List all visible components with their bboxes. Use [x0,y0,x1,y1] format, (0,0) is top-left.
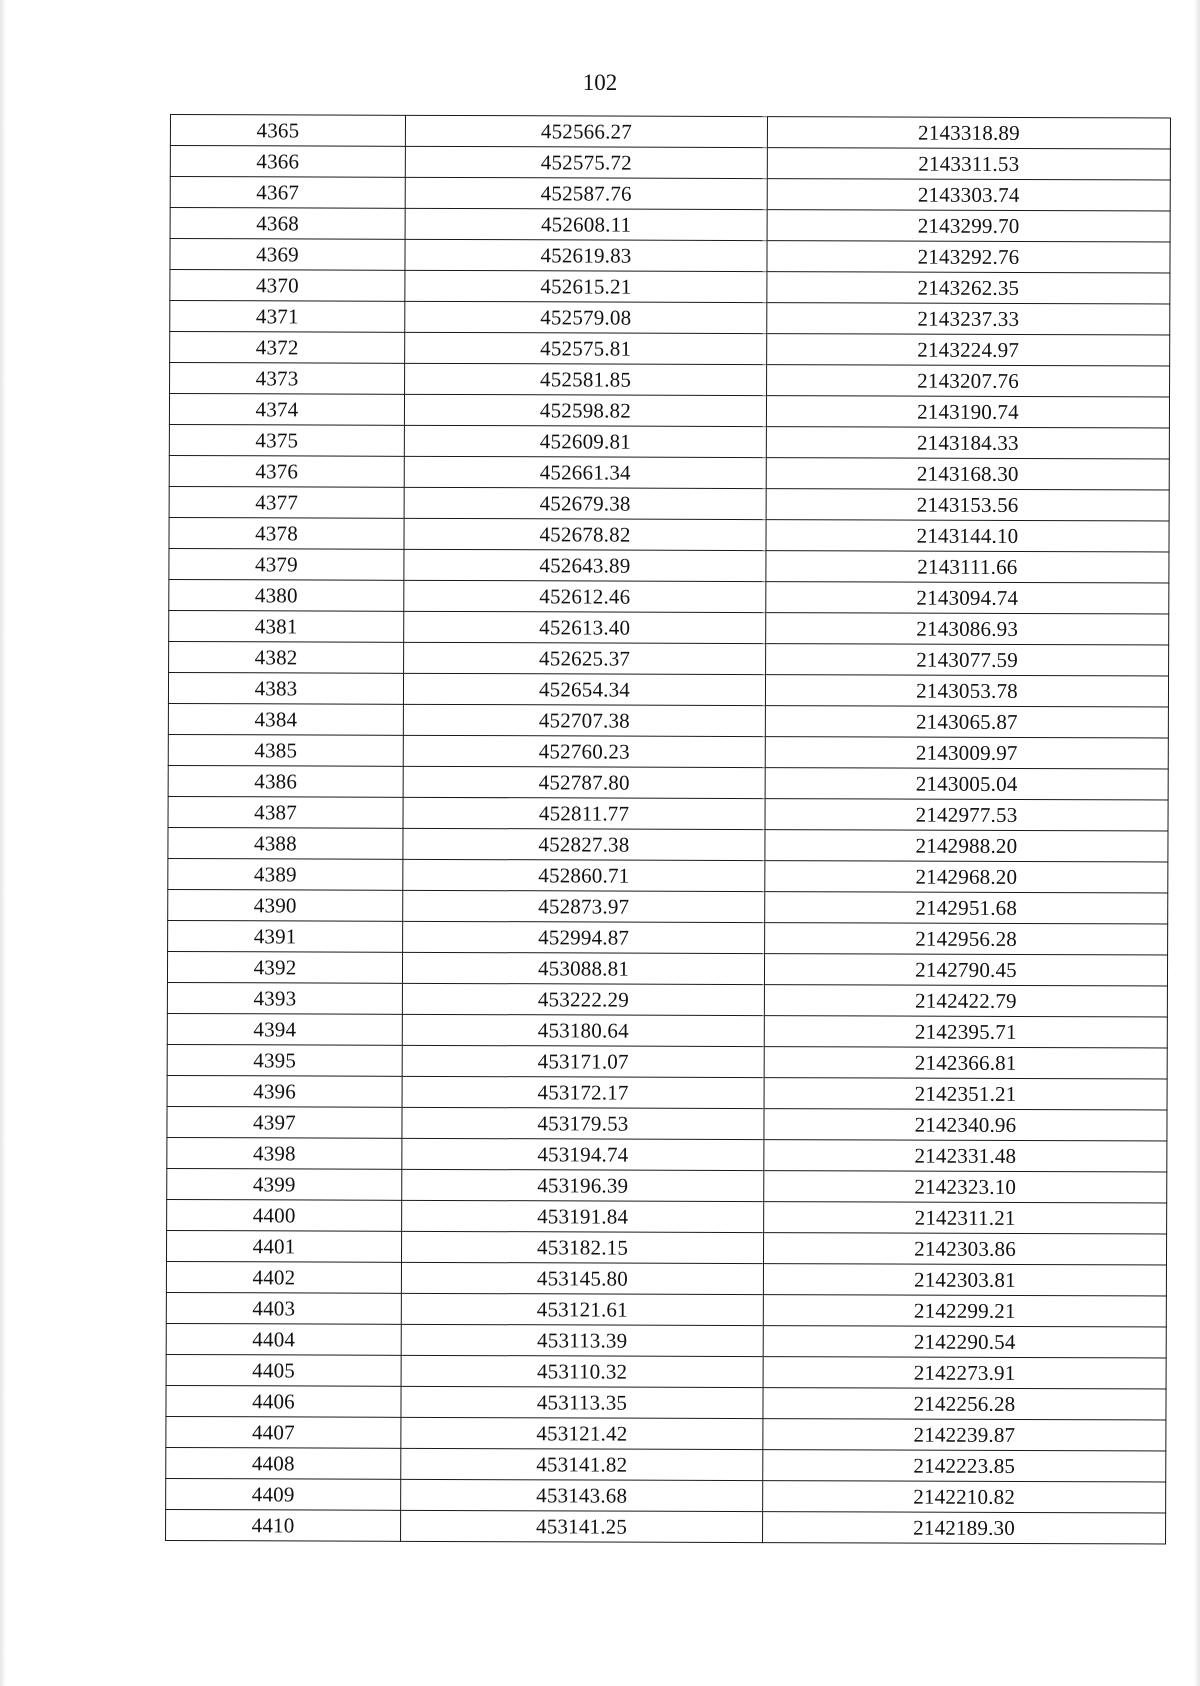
table-row [167,1044,1167,1078]
x-coordinate-cell: 452873.97 [403,890,765,922]
x-coordinate-cell: 452679.38 [404,487,766,519]
point-id-cell: 4397 [167,1106,402,1138]
table-row [170,177,1170,211]
y-coordinate-cell: 2142977.53 [765,799,1168,831]
table-row [168,734,1168,768]
y-coordinate-cell: 2142968.20 [765,861,1168,893]
y-coordinate-cell: 2142303.81 [763,1264,1166,1296]
x-coordinate-cell: 453180.64 [402,1014,764,1046]
x-coordinate-cell: 452661.34 [404,456,766,488]
x-coordinate-cell: 452581.85 [405,363,767,395]
coordinate-table [165,114,1171,1544]
x-coordinate-cell: 452587.76 [405,177,767,209]
table-row [166,1416,1166,1450]
y-coordinate-cell: 2143292.76 [767,241,1170,273]
y-coordinate-cell: 2143190.74 [766,396,1169,428]
x-coordinate-cell: 453222.29 [402,983,764,1015]
y-coordinate-cell: 2142323.10 [764,1171,1167,1203]
table-row [169,548,1169,582]
point-id-cell: 4378 [169,517,404,549]
y-coordinate-cell: 2142988.20 [765,830,1168,862]
table-row [167,1106,1167,1140]
table-row [168,858,1168,892]
table-row [166,1478,1166,1512]
y-coordinate-cell: 2142790.45 [764,954,1167,986]
point-id-cell: 4381 [169,610,404,642]
x-coordinate-cell: 453196.39 [402,1169,764,1201]
y-coordinate-cell: 2143318.89 [767,117,1170,149]
y-coordinate-cell: 2143144.10 [766,520,1169,552]
table-row [168,920,1168,954]
y-coordinate-cell: 2143311.53 [767,148,1170,180]
y-coordinate-cell: 2143237.33 [767,303,1170,335]
x-coordinate-cell: 453110.32 [401,1355,763,1387]
x-coordinate-cell: 453182.15 [401,1231,763,1263]
point-id-cell: 4394 [167,1013,402,1045]
point-id-cell: 4377 [169,486,404,518]
y-coordinate-cell: 2143299.70 [767,210,1170,242]
table-row [167,1075,1167,1109]
point-id-cell: 4388 [168,827,403,859]
table-row [167,982,1167,1016]
x-coordinate-cell: 452625.37 [404,642,766,674]
y-coordinate-cell: 2142256.28 [763,1388,1166,1420]
point-id-cell: 4405 [166,1354,401,1386]
point-id-cell: 4395 [167,1044,402,1076]
x-coordinate-cell: 452707.38 [403,704,765,736]
point-id-cell: 4391 [168,920,403,952]
y-coordinate-cell: 2143111.66 [766,551,1169,583]
table-row [169,424,1169,458]
y-coordinate-cell: 2142331.48 [764,1140,1167,1172]
scan-edge-right [1194,0,1200,1686]
table-row [168,796,1168,830]
table-row [169,394,1169,428]
x-coordinate-cell: 453194.74 [402,1138,764,1170]
table-row [170,301,1170,335]
point-id-cell: 4379 [169,548,404,580]
table-row [167,1199,1167,1233]
x-coordinate-cell: 452615.21 [405,270,767,302]
y-coordinate-cell: 2142366.81 [764,1047,1167,1079]
y-coordinate-cell: 2143262.35 [767,272,1170,304]
point-id-cell: 4386 [168,765,403,797]
point-id-cell: 4408 [166,1447,401,1479]
table-row [169,517,1169,551]
coordinate-table-body [166,115,1171,1544]
point-id-cell: 4389 [168,858,403,890]
table-row [169,641,1169,675]
y-coordinate-cell: 2143094.74 [766,582,1169,614]
x-coordinate-cell: 452678.82 [404,518,766,550]
point-id-cell: 4367 [170,177,405,209]
point-id-cell: 4374 [169,394,404,426]
table-row [166,1509,1166,1543]
point-id-cell: 4400 [167,1199,402,1231]
point-id-cell: 4368 [170,208,405,240]
point-id-cell: 4390 [168,889,403,921]
table-row [166,1323,1166,1357]
point-id-cell: 4387 [168,796,403,828]
scan-edge-left [0,0,6,1686]
table-row [169,610,1169,644]
y-coordinate-cell: 2142956.28 [765,923,1168,955]
y-coordinate-cell: 2143303.74 [767,179,1170,211]
point-id-cell: 4406 [166,1385,401,1417]
x-coordinate-cell: 452598.82 [404,394,766,426]
y-coordinate-cell: 2142422.79 [764,985,1167,1017]
x-coordinate-cell: 453145.80 [401,1262,763,1294]
x-coordinate-cell: 452994.87 [403,921,765,953]
point-id-cell: 4385 [168,734,403,766]
table-row [168,827,1168,861]
x-coordinate-cell: 452619.83 [405,239,767,271]
x-coordinate-cell: 452579.08 [405,301,767,333]
table-row [168,703,1168,737]
y-coordinate-cell: 2142951.68 [765,892,1168,924]
point-id-cell: 4402 [166,1261,401,1293]
y-coordinate-cell: 2142311.21 [764,1202,1167,1234]
x-coordinate-cell: 452643.89 [404,549,766,581]
x-coordinate-cell: 453179.53 [402,1107,764,1139]
point-id-cell: 4371 [170,301,405,333]
y-coordinate-cell: 2142273.91 [763,1357,1166,1389]
table-row [166,1292,1166,1326]
y-coordinate-cell: 2142303.86 [763,1233,1166,1265]
table-row [166,1230,1166,1264]
table-row [169,455,1169,489]
x-coordinate-cell: 453172.17 [402,1076,764,1108]
point-id-cell: 4380 [169,579,404,611]
x-coordinate-cell: 452609.81 [404,425,766,457]
point-id-cell: 4403 [166,1292,401,1324]
table-row [168,765,1168,799]
table-row [168,889,1168,923]
x-coordinate-cell: 452575.72 [405,146,767,178]
x-coordinate-cell: 453191.84 [402,1200,764,1232]
x-coordinate-cell: 452575.81 [405,332,767,364]
table-row [170,270,1170,304]
table-row [167,1168,1167,1202]
y-coordinate-cell: 2143053.78 [765,675,1168,707]
y-coordinate-cell: 2143168.30 [766,458,1169,490]
table-row [166,1354,1166,1388]
x-coordinate-cell: 453121.61 [401,1293,763,1325]
x-coordinate-cell: 452760.23 [403,735,765,767]
y-coordinate-cell: 2143207.76 [767,365,1170,397]
point-id-cell: 4396 [167,1075,402,1107]
x-coordinate-cell: 452827.38 [403,828,765,860]
table-row [170,363,1170,397]
point-id-cell: 4409 [166,1478,401,1510]
x-coordinate-cell: 453113.35 [401,1386,763,1418]
y-coordinate-cell: 2142395.71 [764,1016,1167,1048]
point-id-cell: 4407 [166,1416,401,1448]
x-coordinate-cell: 452787.80 [403,766,765,798]
y-coordinate-cell: 2142223.85 [763,1450,1166,1482]
x-coordinate-cell: 452608.11 [405,208,767,240]
y-coordinate-cell: 2142210.82 [763,1481,1166,1513]
x-coordinate-cell: 452613.40 [404,611,766,643]
table-row [167,951,1167,985]
x-coordinate-cell: 453113.39 [401,1324,763,1356]
y-coordinate-cell: 2143086.93 [766,613,1169,645]
x-coordinate-cell: 452612.46 [404,580,766,612]
table-row [168,672,1168,706]
x-coordinate-cell: 453171.07 [402,1045,764,1077]
point-id-cell: 4372 [170,332,405,364]
point-id-cell: 4410 [166,1509,401,1541]
table-row [170,332,1170,366]
table-row [170,115,1170,149]
point-id-cell: 4384 [168,703,403,735]
x-coordinate-cell: 453141.25 [401,1510,763,1542]
table-row [166,1447,1166,1481]
y-coordinate-cell: 2143184.33 [766,427,1169,459]
x-coordinate-cell: 452811.77 [403,797,765,829]
point-id-cell: 4399 [167,1168,402,1200]
point-id-cell: 4392 [167,951,402,983]
point-id-cell: 4398 [167,1137,402,1169]
point-id-cell: 4382 [169,641,404,673]
point-id-cell: 4375 [169,424,404,456]
point-id-cell: 4383 [168,672,403,704]
x-coordinate-cell: 453121.42 [401,1417,763,1449]
table-row [170,239,1170,273]
x-coordinate-cell: 453141.82 [401,1448,763,1480]
point-id-cell: 4401 [166,1230,401,1262]
table-row [170,146,1170,180]
y-coordinate-cell: 2142290.54 [763,1326,1166,1358]
point-id-cell: 4365 [170,115,405,147]
y-coordinate-cell: 2143153.56 [766,489,1169,521]
y-coordinate-cell: 2143005.04 [765,768,1168,800]
table-row [166,1385,1166,1419]
point-id-cell: 4404 [166,1323,401,1355]
y-coordinate-cell: 2143224.97 [767,334,1170,366]
y-coordinate-cell: 2142239.87 [763,1419,1166,1451]
point-id-cell: 4373 [170,363,405,395]
x-coordinate-cell: 453088.81 [402,952,764,984]
y-coordinate-cell: 2142340.96 [764,1109,1167,1141]
page-number: 102 [582,70,618,95]
table-row [169,579,1169,613]
y-coordinate-cell: 2142189.30 [763,1512,1166,1544]
y-coordinate-cell: 2142299.21 [763,1295,1166,1327]
y-coordinate-cell: 2143009.97 [765,737,1168,769]
point-id-cell: 4393 [167,982,402,1014]
table-row [166,1261,1166,1295]
point-id-cell: 4369 [170,239,405,271]
x-coordinate-cell: 452566.27 [405,115,767,147]
table-row [170,208,1170,242]
x-coordinate-cell: 452860.71 [403,859,765,891]
x-coordinate-cell: 452654.34 [403,673,765,705]
point-id-cell: 4376 [169,455,404,487]
table-row [169,486,1169,520]
y-coordinate-cell: 2142351.21 [764,1078,1167,1110]
point-id-cell: 4370 [170,270,405,302]
x-coordinate-cell: 453143.68 [401,1479,763,1511]
table-row [167,1137,1167,1171]
y-coordinate-cell: 2143077.59 [766,644,1169,676]
y-coordinate-cell: 2143065.87 [765,706,1168,738]
point-id-cell: 4366 [170,146,405,178]
table-row [167,1013,1167,1047]
